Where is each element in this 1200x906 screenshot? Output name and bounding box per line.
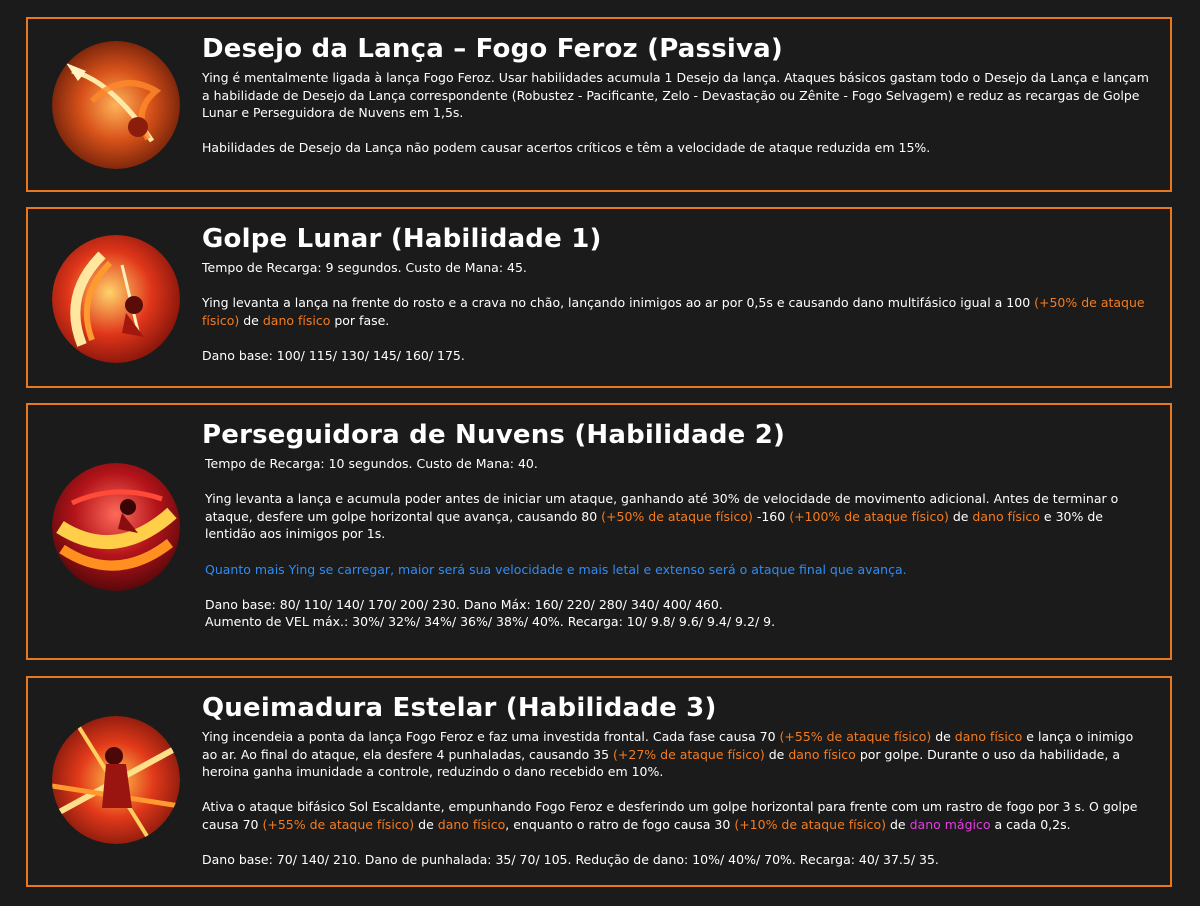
skill-description: Ying é mentalmente ligada à lança Fogo Feroz. Usar habilidades acumula 1 Desejo da lança. Ataques básicos gastam todo o Desejo da Lança e lançam a habilidade de Desejo da Lança correspondente (Robustez - Pacificante, Zelo - Devastação ou Zênite - Fogo Selvagem) e reduz as recargas de Golpe Lunar e Perseguidora de Nuvens em 1,5s. [202, 70, 1149, 121]
skill-speed-cooldown: Aumento de VEL máx.: 30%/ 32%/ 34%/ 36%/ 38%/ 40%. Recarga: 10/ 9.8/ 9.6/ 9.4/ 9.2/ 9. [205, 614, 776, 630]
skill-base-damage: Dano base: 70/ 140/ 210. Dano de punhalada: 35/ 70/ 105. Redução de dano: 10%/ 40%/ 70%. Recarga: 40/ 37.5/ 35. [202, 852, 939, 868]
skill-base-damage: Dano base: 80/ 110/ 140/ 170/ 200/ 230. Dano Máx: 160/ 220/ 280/ 340/ 400/ 460. [205, 596, 723, 612]
skill-card-3 [26, 676, 1172, 887]
skill-tip: Quanto mais Ying se carregar, maior será sua velocidade e mais letal e extenso será o ataque final que avança. [205, 561, 907, 577]
skill-card-2 [26, 403, 1172, 660]
spear-fire-icon [52, 41, 180, 169]
skill-description: Ying levanta a lança na frente do rosto e a crava no chão, lançando inimigos ao ar por 0,5s e causando dano multifásico igual a 100 (+50% de ataque físico) de dano físico por fase. [202, 295, 1145, 328]
fire-swirl-icon [52, 463, 180, 591]
skill-card-1 [26, 207, 1172, 388]
skill-title: Queimadura Estelar (Habilidade 3) [202, 693, 717, 723]
skill-description: Ying incendeia a ponta da lança Fogo Feroz e faz uma investida frontal. Cada fase causa 70 (+55% de ataque físico) de dano físico e lança o inimigo ao ar. Ao final do ataque, ela desfere 4 punhaladas, causando 35 (+27% de ataque físico) de dano físico por golpe. Durante o uso da habilidade, a heroina ganha imunidade a controle, reduzindo o dano recebido em 10%. [202, 729, 1134, 780]
skill-title: Desejo da Lança – Fogo Feroz (Passiva) [202, 34, 783, 64]
skill-cooldown: Tempo de Recarga: 9 segundos. Custo de Mana: 45. [202, 260, 527, 275]
crescent-flame-icon [52, 235, 180, 363]
skill-card-passive [26, 17, 1172, 192]
star-burn-icon [52, 716, 180, 844]
skill-second-phase: Ativa o ataque bifásico Sol Escaldante, empunhando Fogo Feroz e desferindo um golpe horizontal para frente com um rastro de fogo por 3 s. O golpe causa 70 (+55% de ataque físico) de dano físico, enquanto o ratro de fogo causa 30 (+10% de ataque físico) de dano mágico a cada 0,2s. [202, 799, 1138, 832]
skill-description: Ying levanta a lança e acumula poder antes de iniciar um ataque, ganhando até 30% de velocidade de movimento adicional. Antes de terminar o ataque, desfere um golpe horizontal que avança, causando 80 (+50% de ataque físico) -160 (+100% de ataque físico) de dano físico e 30% de lentidão aos inimigos por 1s. [205, 491, 1119, 542]
skill-title: Perseguidora de Nuvens (Habilidade 2) [202, 420, 786, 450]
skill-cooldown: Tempo de Recarga: 10 segundos. Custo de Mana: 40. [205, 456, 538, 471]
skill-base-damage: Dano base: 100/ 115/ 130/ 145/ 160/ 175. [202, 347, 465, 363]
skill-note: Habilidades de Desejo da Lança não podem causar acertos críticos e têm a velocidade de ataque reduzida em 15%. [202, 140, 931, 156]
skill-title: Golpe Lunar (Habilidade 1) [202, 224, 602, 254]
